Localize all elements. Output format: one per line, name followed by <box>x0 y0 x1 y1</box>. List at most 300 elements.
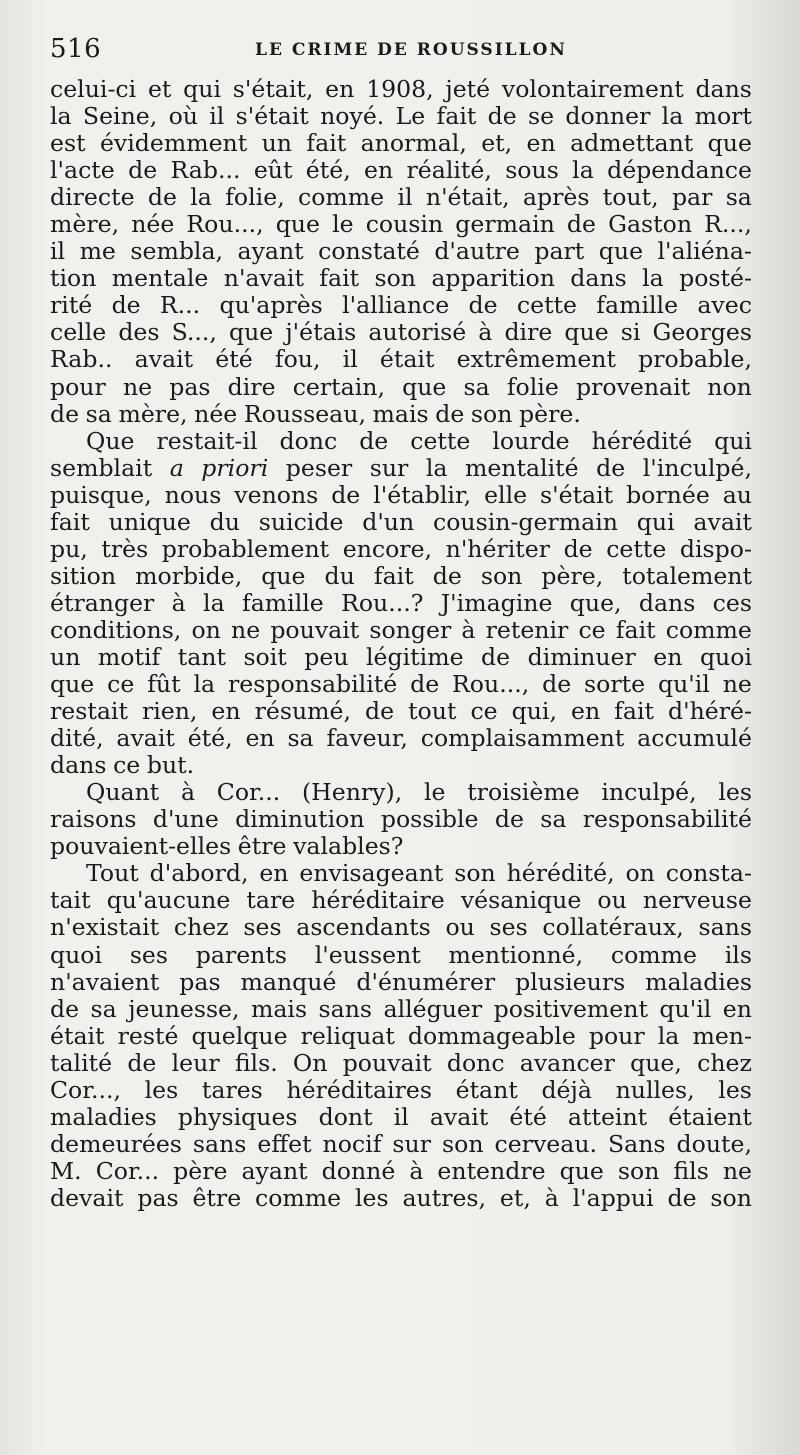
word: pas <box>169 372 211 401</box>
word: pour <box>50 372 106 401</box>
word: talité <box>50 1048 113 1077</box>
word: pouvait <box>342 1048 432 1077</box>
word: père <box>173 1156 228 1185</box>
word: en <box>653 642 683 671</box>
word: entendre <box>437 1156 546 1185</box>
text-line <box>50 346 752 373</box>
word: responsabilité <box>582 805 752 834</box>
word: n'était, <box>425 183 510 212</box>
word: noyé. <box>320 102 385 131</box>
word: qu'après <box>219 291 323 320</box>
word: père. <box>519 399 581 428</box>
word: totalement <box>622 561 752 590</box>
word: bornée <box>626 480 710 509</box>
word: à <box>171 588 186 617</box>
word: que <box>50 670 95 699</box>
word: il <box>209 102 225 131</box>
word: probable, <box>638 345 752 374</box>
word: d'énumérer <box>356 967 496 996</box>
word: men- <box>692 1021 752 1050</box>
text-line <box>50 779 752 806</box>
word: pouvait <box>270 615 360 644</box>
word: de <box>432 561 462 590</box>
word: donc <box>446 1048 505 1077</box>
word: pour <box>588 1021 645 1050</box>
word: S..., <box>171 318 217 347</box>
word: après <box>522 183 590 212</box>
word: inculpé, <box>601 778 697 807</box>
word: comme <box>610 940 698 969</box>
word: qu'il <box>657 670 710 699</box>
word: demeurées <box>50 1129 182 1158</box>
word: sans <box>192 1129 247 1158</box>
word: dire <box>227 372 276 401</box>
word: la <box>50 102 72 131</box>
word: alléguer <box>383 994 483 1023</box>
word: celle <box>50 318 107 347</box>
word: de <box>481 642 511 671</box>
word: l'établir, <box>373 480 472 509</box>
text-line <box>50 563 752 590</box>
word: la <box>190 183 212 212</box>
word: ses <box>129 940 168 969</box>
word: la <box>661 102 684 131</box>
word: l'appui <box>572 1183 654 1212</box>
text-line <box>50 1158 752 1185</box>
word: été, <box>305 156 351 185</box>
word: qui, <box>511 697 557 726</box>
text-line <box>50 292 752 319</box>
word: étant <box>455 1075 518 1104</box>
word: de <box>331 480 361 509</box>
word: sa <box>540 805 567 834</box>
word: les <box>144 1075 179 1104</box>
word: troisième <box>467 778 580 807</box>
word: de <box>127 1048 157 1077</box>
word: M. <box>50 1156 82 1185</box>
text-line <box>50 644 752 671</box>
word: des <box>118 318 160 347</box>
word: soit <box>243 642 287 671</box>
word: être <box>237 832 287 861</box>
word: ascendants <box>296 913 431 942</box>
text-line <box>50 590 752 617</box>
word: que <box>707 129 752 158</box>
word: elle <box>484 480 528 509</box>
word: faveur, <box>326 724 408 753</box>
word: d'une <box>152 805 219 834</box>
word: non <box>707 372 752 401</box>
word: les <box>354 1183 389 1212</box>
word: mère, <box>118 399 188 428</box>
word: maladies <box>50 1102 157 1131</box>
word: quelque <box>191 1021 288 1050</box>
word: de <box>494 805 524 834</box>
text-line <box>50 130 752 157</box>
word: autres, <box>402 1183 487 1212</box>
word: atteint <box>567 1102 648 1131</box>
word: ils <box>724 940 752 969</box>
word: déjà <box>541 1075 592 1104</box>
word: mentionné, <box>448 940 584 969</box>
word: sa <box>463 372 490 401</box>
word: cette <box>516 291 577 320</box>
word: responsabilité <box>228 670 398 699</box>
word: l'eussent <box>314 940 421 969</box>
word: peser <box>285 453 353 482</box>
word: en <box>526 129 556 158</box>
word: comme <box>298 183 385 212</box>
word: ou <box>445 913 475 942</box>
word: le <box>332 210 354 239</box>
word: se <box>528 102 555 131</box>
word: peu <box>304 642 349 671</box>
word: et <box>147 75 172 103</box>
word: été, <box>187 724 233 753</box>
word: famille <box>241 588 324 617</box>
word: retenir <box>485 615 569 644</box>
word: de <box>487 102 517 131</box>
word: son <box>617 1156 660 1185</box>
word: très <box>101 534 149 563</box>
word: où <box>168 102 198 131</box>
word: que <box>598 237 644 266</box>
word: celui-ci <box>50 75 137 103</box>
word: Georges <box>652 318 752 347</box>
word: doute, <box>676 1129 752 1158</box>
word: jeunesse, <box>128 994 240 1023</box>
word: s'était <box>235 102 309 131</box>
word: on <box>625 859 655 888</box>
word: que <box>559 1156 604 1185</box>
word: est <box>50 129 86 158</box>
word: la <box>642 264 664 293</box>
word: effet <box>257 1129 312 1158</box>
word: de <box>359 426 389 455</box>
word: avait <box>693 507 752 536</box>
word: son <box>454 859 496 888</box>
word: sa <box>725 183 752 212</box>
word: tout, <box>602 183 659 212</box>
word: raisons <box>50 805 137 834</box>
word: valables? <box>293 832 404 861</box>
word: Gaston <box>608 210 693 239</box>
word: l'acte <box>50 156 115 185</box>
word: ne <box>231 615 261 644</box>
word: fait <box>50 507 90 536</box>
text-line <box>50 833 752 860</box>
word: venons <box>234 480 319 509</box>
word: famille <box>596 291 679 320</box>
word: cousin <box>365 210 444 239</box>
word: folie <box>506 372 559 401</box>
word: l'alliance <box>342 291 450 320</box>
word: J'imagine <box>440 588 553 617</box>
word: que <box>402 372 447 401</box>
word: de <box>50 994 80 1023</box>
word: vésanique <box>460 886 582 915</box>
word: parents <box>195 940 287 969</box>
word: avait <box>429 1102 489 1131</box>
text-line <box>50 1104 752 1131</box>
word: il <box>50 237 66 266</box>
word: priori <box>201 453 269 482</box>
word: sur <box>369 453 409 482</box>
word: fût <box>147 670 181 699</box>
word: de <box>566 210 596 239</box>
text-line <box>50 969 752 996</box>
word: la <box>425 453 448 482</box>
page-number: 516 <box>50 34 102 64</box>
word: ce <box>113 751 141 780</box>
word: de <box>563 534 593 563</box>
word: en <box>364 156 394 185</box>
word: ne <box>122 372 153 401</box>
text-line <box>50 265 752 292</box>
word: nerveuse <box>642 886 752 915</box>
word: ou <box>597 886 627 915</box>
word: était <box>50 1021 105 1050</box>
word: en <box>570 697 601 726</box>
word: folie, <box>225 183 285 212</box>
text-line <box>50 76 752 103</box>
text-line <box>50 238 752 265</box>
word: chez <box>173 913 229 942</box>
text-line <box>50 103 752 130</box>
word: qui <box>636 507 675 536</box>
word: 1908, <box>366 75 434 103</box>
word: née <box>194 399 238 428</box>
word: ne <box>722 670 752 699</box>
word: R..., <box>704 210 752 239</box>
word: à <box>409 1156 424 1185</box>
word: sa <box>287 724 314 753</box>
word: les <box>718 778 752 807</box>
word: d'abord, <box>149 859 249 888</box>
word: par <box>671 183 713 212</box>
text-line <box>50 671 752 698</box>
word: que, <box>630 1048 682 1077</box>
running-title: LE CRIME DE ROUSSILLON <box>255 40 567 60</box>
word: avec <box>697 291 752 320</box>
word: si <box>620 318 641 347</box>
word: morbide, <box>135 561 243 590</box>
word: On <box>292 1048 328 1077</box>
word: posté- <box>679 264 752 293</box>
word: me <box>79 237 116 266</box>
word: n'existait <box>50 913 160 942</box>
text-line <box>50 617 752 644</box>
word: collatéraux, <box>542 913 684 942</box>
word: rité <box>50 291 93 320</box>
word: reliquat <box>300 1021 395 1050</box>
word: R... <box>159 291 201 320</box>
word: positivement <box>493 994 648 1023</box>
word: d'un <box>362 507 415 536</box>
word: au <box>722 480 752 509</box>
word: fait <box>373 561 414 590</box>
word: la <box>572 156 594 185</box>
word: de <box>468 291 498 320</box>
word: ses <box>489 913 528 942</box>
word: de <box>596 453 626 482</box>
word: tare <box>246 886 296 915</box>
word: ce <box>578 615 606 644</box>
word: avait <box>134 345 194 374</box>
word: unique <box>108 507 191 536</box>
text-line <box>50 509 752 536</box>
word: nous <box>164 480 222 509</box>
word: ayant <box>237 237 304 266</box>
word: dommageable <box>407 1021 576 1050</box>
word: dire <box>504 318 553 347</box>
word: dans <box>638 588 696 617</box>
text-line <box>50 1023 752 1050</box>
word: Cor... <box>216 778 281 807</box>
word: hérédité, <box>506 859 615 888</box>
word: accumulé <box>637 724 752 753</box>
word: cette <box>606 534 667 563</box>
text-line <box>50 1050 752 1077</box>
word: Cor..., <box>50 1075 121 1104</box>
word: tout <box>408 697 457 726</box>
word: sa <box>85 399 112 428</box>
word: réalité, <box>406 156 492 185</box>
word: avancer <box>519 1048 615 1077</box>
word: nocif <box>322 1129 382 1158</box>
word: tant <box>177 642 226 671</box>
word: dispo- <box>679 534 752 563</box>
word: il <box>397 183 413 212</box>
word: n'avait <box>223 264 304 293</box>
text-line <box>50 806 752 833</box>
body-text <box>50 76 752 1212</box>
word: puisque, <box>50 480 152 509</box>
word: que <box>564 318 609 347</box>
word: plusieurs <box>515 967 626 996</box>
word: son <box>442 1129 484 1158</box>
page-header <box>50 28 750 68</box>
text-line <box>50 996 752 1023</box>
word: donc <box>279 426 338 455</box>
word: l'inculpé, <box>642 453 752 482</box>
word: ne <box>722 1156 752 1185</box>
word: ayant <box>241 1156 308 1185</box>
word: n'avaient <box>50 967 160 996</box>
word: pas <box>137 1183 179 1212</box>
word: fait <box>306 129 347 158</box>
word: que <box>228 318 274 347</box>
word: Rousseau, <box>243 399 366 428</box>
word: nulles, <box>615 1075 695 1104</box>
word: mais <box>250 994 308 1023</box>
word: Que <box>86 426 135 455</box>
word: du <box>209 507 240 536</box>
word: manqué <box>240 967 337 996</box>
word: la <box>193 670 216 699</box>
word: en <box>245 724 275 753</box>
text-line <box>50 482 752 509</box>
word: certain, <box>292 372 385 401</box>
word: anormal, <box>360 129 467 158</box>
word: diminution <box>235 805 365 834</box>
word: de <box>50 399 80 428</box>
word: encore, <box>342 534 433 563</box>
word: de <box>364 697 395 726</box>
word: pas <box>179 967 221 996</box>
word: germain <box>455 210 555 239</box>
word: Rab... <box>170 156 241 185</box>
word: s'était <box>540 480 614 509</box>
word: sition <box>50 561 117 590</box>
text-line <box>50 914 752 941</box>
word: les <box>718 1075 752 1104</box>
word: sorte <box>584 670 646 699</box>
word: tares <box>201 1075 263 1104</box>
word: fait <box>615 615 656 644</box>
word: de <box>111 291 141 320</box>
word: suicide <box>258 507 344 536</box>
word: fils <box>673 1156 709 1185</box>
word: qui <box>714 426 752 455</box>
word: donner <box>565 102 651 131</box>
text-line <box>50 860 752 887</box>
word: diminuer <box>527 642 636 671</box>
word: à <box>544 1183 559 1212</box>
text-line <box>50 157 752 184</box>
text-line <box>50 752 752 779</box>
word: Sans <box>608 1129 666 1158</box>
word: mentalité <box>464 453 579 482</box>
word: fils. <box>234 1048 278 1077</box>
word: ces <box>712 588 752 617</box>
word: légitime <box>366 642 464 671</box>
word: comme <box>255 1183 342 1212</box>
word: été <box>509 1102 547 1131</box>
word: père, <box>541 561 604 590</box>
word: en <box>325 75 355 103</box>
word: donné <box>321 1156 396 1185</box>
word: sembla, <box>130 237 224 266</box>
word: ce <box>107 670 135 699</box>
text-line <box>50 319 752 346</box>
word: cette <box>410 426 471 455</box>
word: envisageant <box>299 859 444 888</box>
word: sans <box>318 994 373 1023</box>
word: mais <box>372 399 429 428</box>
text-line <box>50 1131 752 1158</box>
word: on <box>191 615 221 644</box>
text-line <box>50 211 752 238</box>
text-line <box>50 401 752 428</box>
word: cousin-germain <box>433 507 618 536</box>
text-line <box>50 536 752 563</box>
word: eût <box>253 156 293 185</box>
word: résumé, <box>254 697 351 726</box>
word: conditions, <box>50 615 182 644</box>
word: à <box>181 778 196 807</box>
word: dans <box>50 751 107 780</box>
word: il <box>393 1102 409 1131</box>
word: de <box>128 156 158 185</box>
text-line <box>50 1077 752 1104</box>
word: apparition <box>431 264 555 293</box>
word: songer <box>369 615 452 644</box>
word: jeté <box>445 75 491 103</box>
word: de <box>147 183 177 212</box>
word: a <box>169 453 184 482</box>
text-line <box>50 1185 752 1212</box>
